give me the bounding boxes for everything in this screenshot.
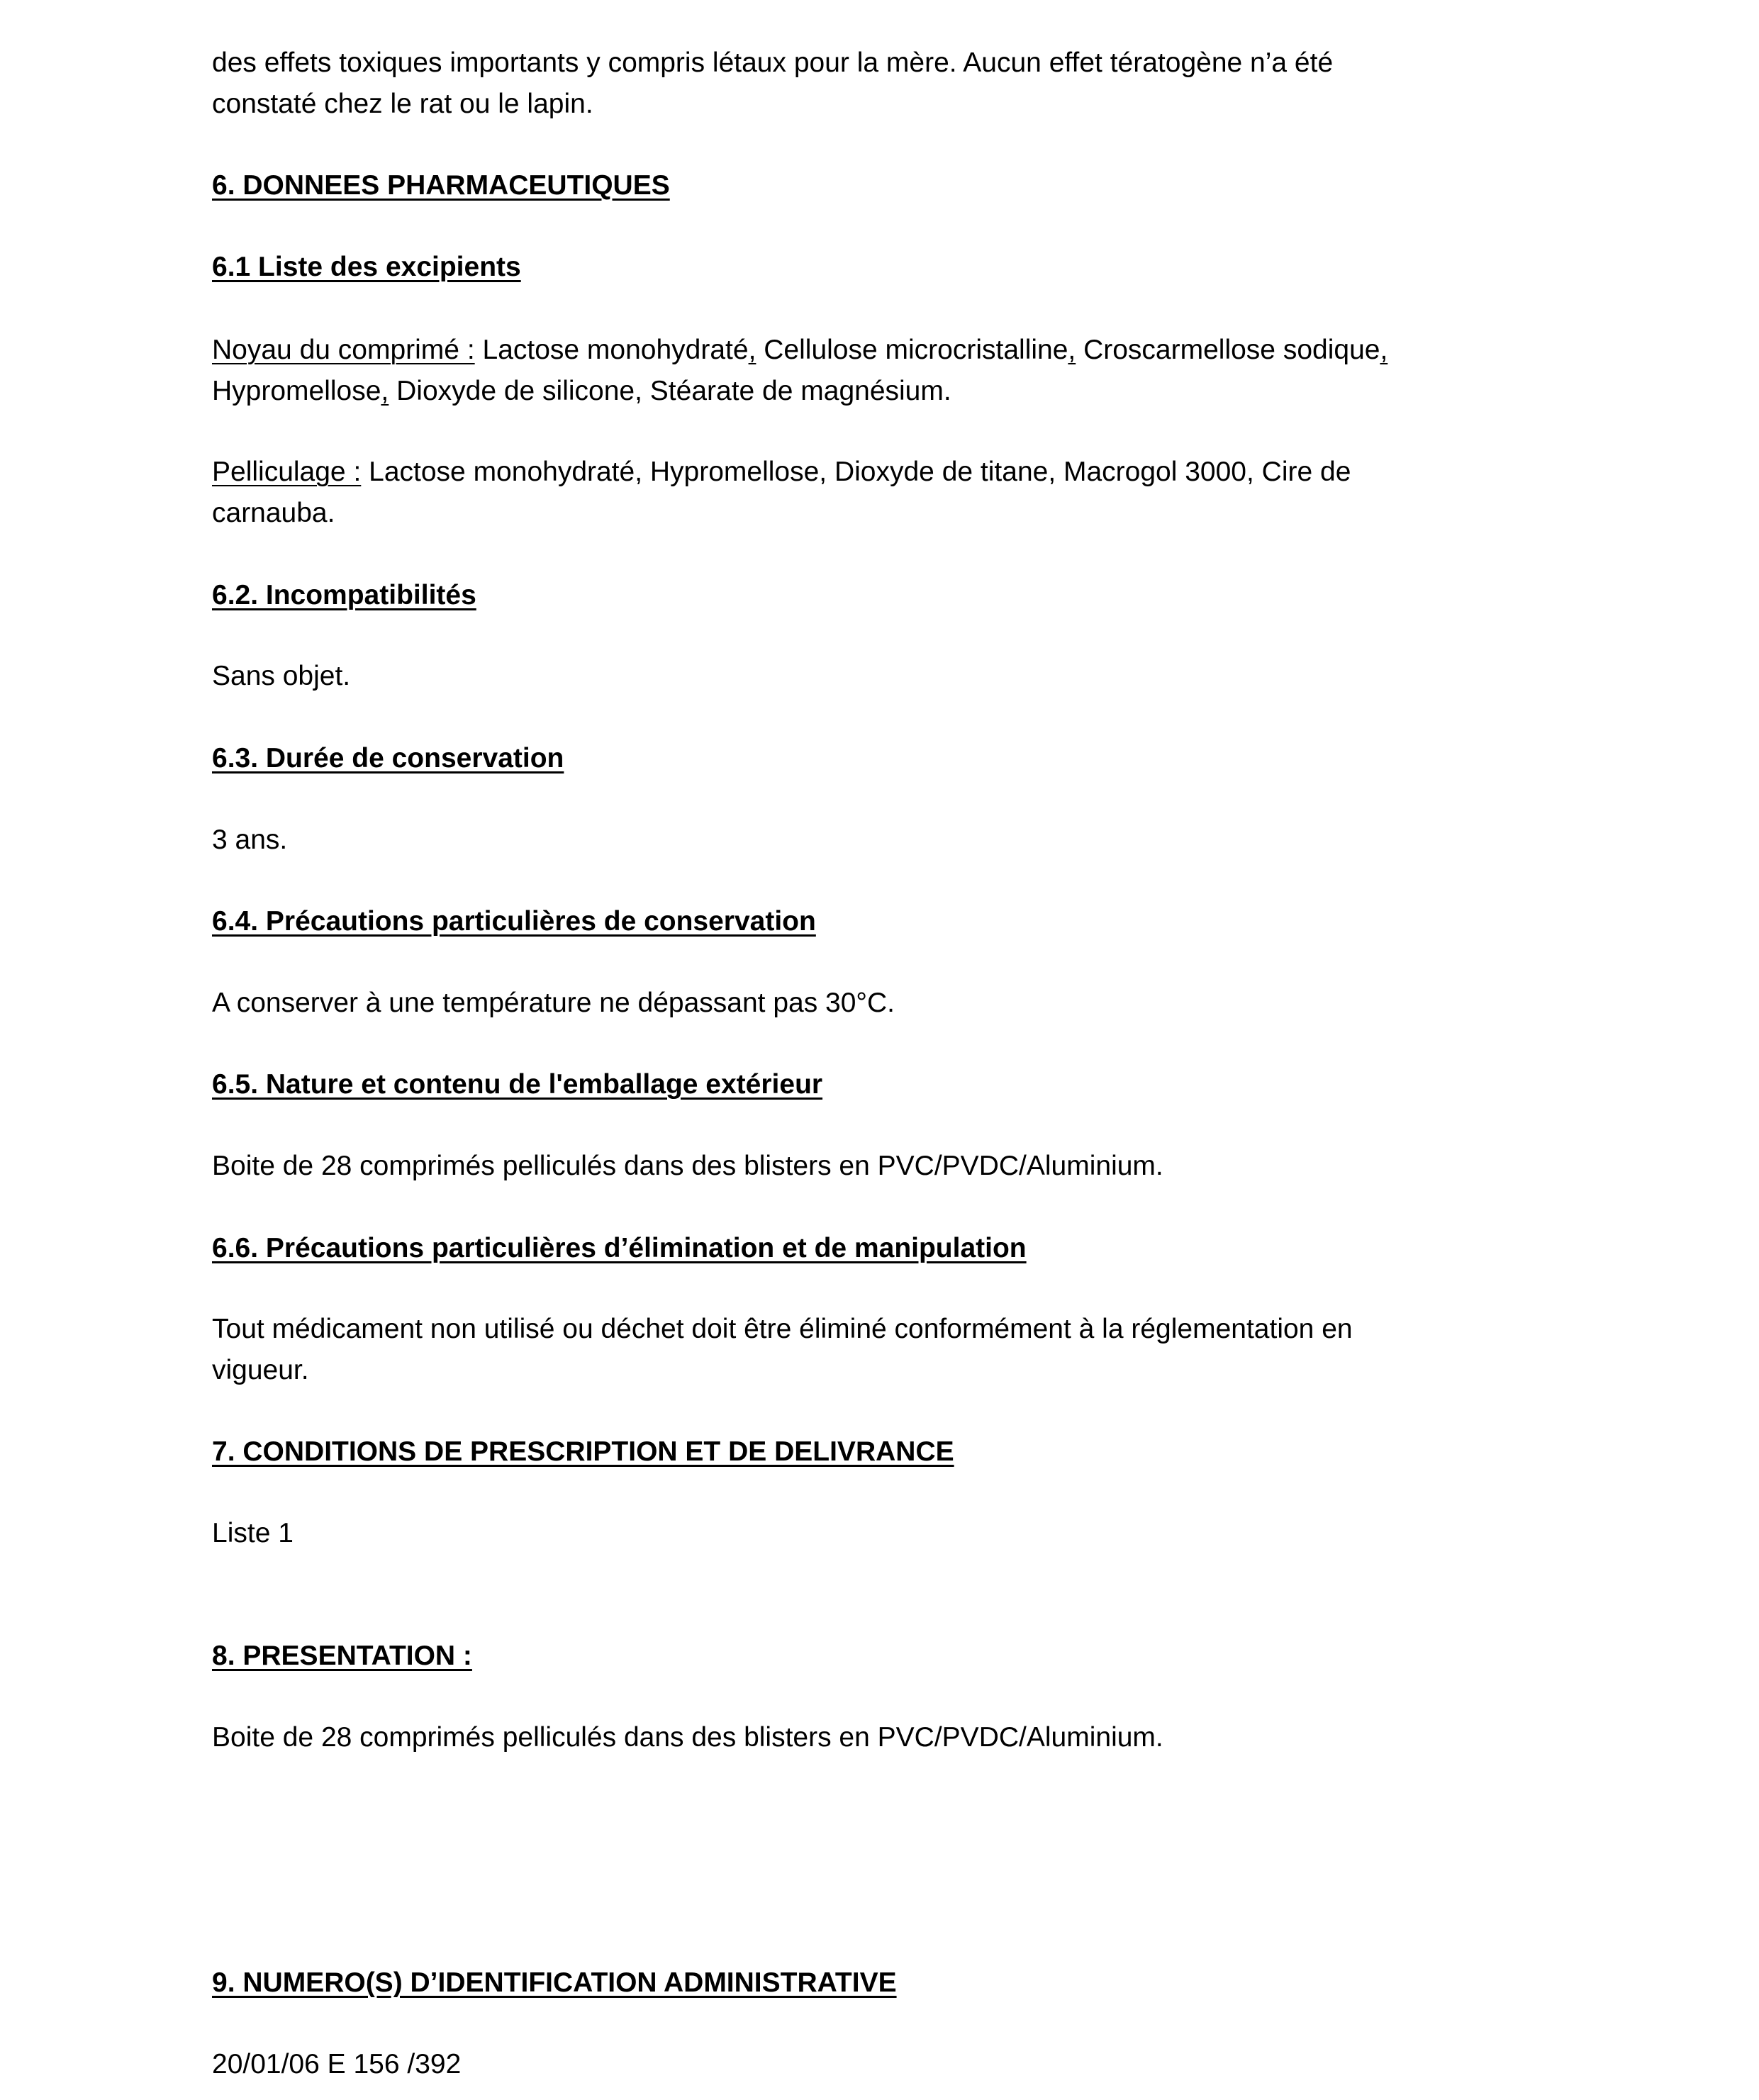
- noyau-line-1: [212, 330, 1517, 371]
- pelliculage-line-1: [212, 452, 1517, 493]
- section-6-6-line-2: vigueur.: [212, 1355, 309, 1385]
- section-6-heading: 6. DONNEES PHARMACEUTIQUES: [212, 170, 670, 201]
- noyau-comma: ,: [748, 335, 756, 365]
- intro-paragraph: [212, 43, 1517, 125]
- section-8-heading: 8. PRESENTATION :: [212, 1641, 472, 1671]
- noyau-item-cellulose: Cellulose microcristalline: [764, 335, 1068, 365]
- section-6-4-text: A conserver à une température ne dépassant pas 30°C.: [212, 988, 895, 1018]
- noyau-item-croscarmellose: Croscarmellose sodique: [1083, 335, 1380, 365]
- section-6-6-line-1: Tout médicament non utilisé ou déchet doit être éliminé conformément à la réglementation en: [212, 1314, 1353, 1344]
- section-6-6-heading: 6.6. Précautions particulières d’élimination et de manipulation: [212, 1233, 1027, 1263]
- section-6-5-text: Boite de 28 comprimés pelliculés dans des blisters en PVC/PVDC/Aluminium.: [212, 1151, 1163, 1181]
- section-6-2-text: Sans objet.: [212, 661, 351, 691]
- noyau-line-2: [212, 371, 1517, 412]
- section-6-5-heading: 6.5. Nature et contenu de l'emballage extérieur: [212, 1069, 823, 1100]
- noyau-comma: ,: [1380, 335, 1388, 365]
- section-7-text: Liste 1: [212, 1518, 294, 1548]
- intro-line-1: des effets toxiques importants y compris létaux pour la mère. Aucun effet tératogène n’a été: [212, 48, 1334, 78]
- pelliculage-line-2: carnauba.: [212, 498, 335, 528]
- section-6-4-heading: 6.4. Précautions particulières de conservation: [212, 906, 816, 937]
- noyau-comma: ,: [1068, 335, 1076, 365]
- noyau-item-lactose: Lactose monohydraté: [482, 335, 749, 365]
- pelliculage-label: Pelliculage :: [212, 457, 362, 487]
- intro-line-2: constaté chez le rat ou le lapin.: [212, 89, 593, 119]
- excipients-pelliculage-paragraph: [212, 452, 1517, 534]
- section-6-3-heading: 6.3. Durée de conservation: [212, 743, 564, 773]
- section-7-heading: 7. CONDITIONS DE PRESCRIPTION ET DE DELIVRANCE: [212, 1436, 954, 1467]
- noyau-item-rest: Dioxyde de silicone, Stéarate de magnésium.: [396, 376, 951, 406]
- section-6-3-text: 3 ans.: [212, 825, 288, 855]
- section-6-6-paragraph: [212, 1309, 1517, 1391]
- section-9-heading: 9. NUMERO(S) D’IDENTIFICATION ADMINISTRATIVE: [212, 1967, 897, 1998]
- section-9-text: 20/01/06 E 156 /392: [212, 2049, 462, 2079]
- noyau-label: Noyau du comprimé :: [212, 335, 475, 365]
- noyau-item-hypromellose: Hypromellose: [212, 376, 381, 406]
- noyau-comma: ,: [381, 376, 389, 406]
- excipients-noyau-paragraph: [212, 330, 1517, 412]
- section-6-2-heading: 6.2. Incompatibilités: [212, 580, 476, 610]
- pelliculage-items: Lactose monohydraté, Hypromellose, Dioxyde de titane, Macrogol 3000, Cire de: [369, 457, 1351, 487]
- section-8-text: Boite de 28 comprimés pelliculés dans des blisters en PVC/PVDC/Aluminium.: [212, 1722, 1163, 1753]
- section-6-1-heading: 6.1 Liste des excipients: [212, 252, 521, 282]
